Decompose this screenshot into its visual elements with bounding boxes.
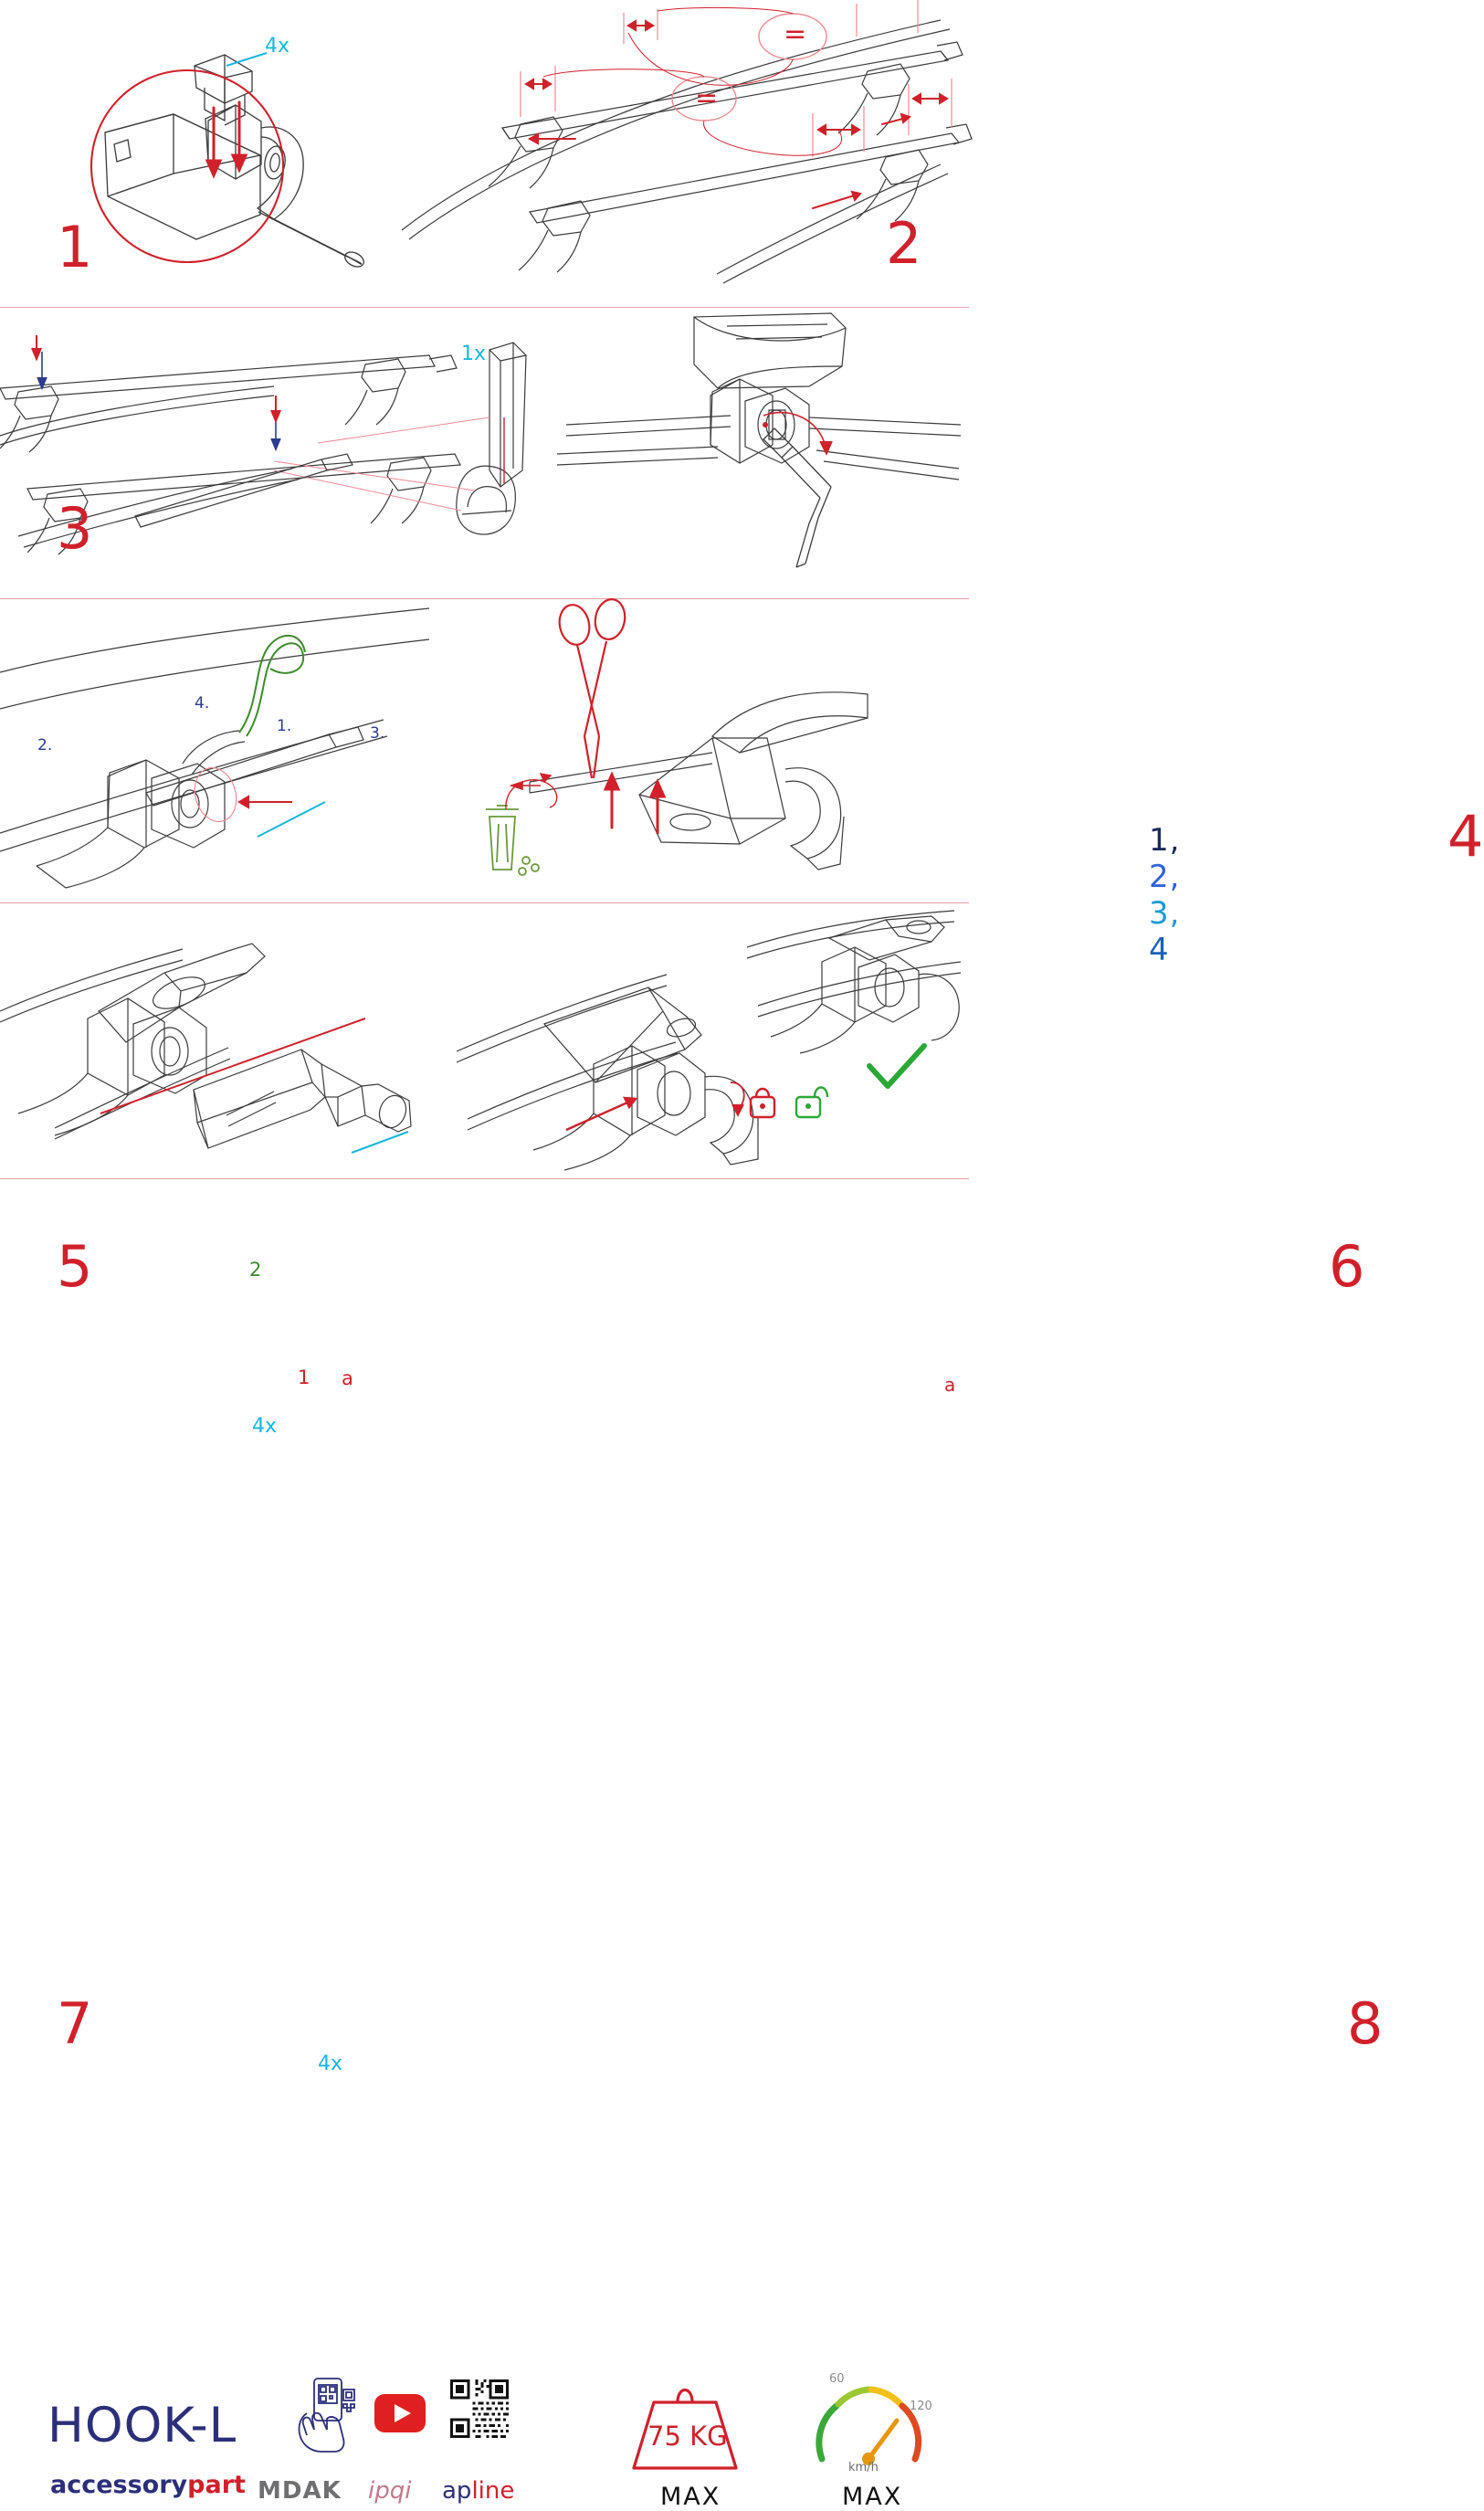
label-a-step6: a <box>944 1374 956 1396</box>
dimension-arrows <box>526 21 947 208</box>
logo-apline-a: ap <box>442 2477 472 2505</box>
logo-mdak: MDAK <box>258 2477 342 2505</box>
gauge-max-value: 120 <box>910 2400 932 2413</box>
brand-name <box>50 2471 246 2499</box>
sequence-1: 1, <box>1149 822 1181 859</box>
step-number-6: 6 <box>1329 1233 1366 1300</box>
quantity-leader-step7 <box>352 1132 408 1153</box>
logo-apline <box>442 2477 514 2505</box>
label-1x-step3: 1x <box>461 343 487 365</box>
logo-ipqi: ipqi <box>368 2477 412 2505</box>
highlight-circle <box>91 70 283 262</box>
label-4x-step7: 4x <box>318 2052 343 2075</box>
quantity-leader-step5 <box>258 802 325 837</box>
trash-icon <box>486 806 539 875</box>
brand-name-accent: part <box>187 2471 246 2499</box>
push-arrow-step8 <box>566 1098 636 1130</box>
press-arrows <box>605 775 664 833</box>
step-number-7: 7 <box>57 1990 94 2057</box>
sequence-2: 2, <box>1149 859 1181 895</box>
qr-scan-hand-icon <box>290 2377 358 2455</box>
step-number-3: 3 <box>57 495 94 562</box>
step-number-4: 4 <box>1447 803 1484 870</box>
max-load-value: 75 KG <box>647 2421 728 2452</box>
step-5-illustration <box>0 599 438 902</box>
brand-name-primary: accessory <box>50 2471 188 2499</box>
speed-limit-icon <box>809 2375 928 2474</box>
allen-key <box>763 428 831 567</box>
sequence-4: 4 <box>1149 932 1170 968</box>
measurement-guides <box>521 0 952 157</box>
lock-closed-icon <box>751 1089 774 1117</box>
sequence-3: 3, <box>1149 895 1181 932</box>
step-5-panel <box>0 599 438 1438</box>
label-step3-3: 3. <box>370 724 385 743</box>
step-6-panel <box>438 599 1366 1396</box>
youtube-icon[interactable] <box>374 2394 426 2432</box>
check-icon <box>869 1046 924 1086</box>
speed-unit: km/h <box>848 2461 879 2474</box>
equal-sign-bottom: = <box>695 82 719 114</box>
max-speed-caption: MAX <box>842 2483 903 2511</box>
label-step3-4: 4. <box>195 694 210 712</box>
step-4-panel <box>557 308 1484 968</box>
lock-open-icon <box>796 1088 827 1118</box>
step-8-illustration <box>457 903 969 1178</box>
max-load-caption: MAX <box>660 2483 721 2511</box>
label-step3-2: 2. <box>37 736 53 754</box>
scissors-icon <box>556 597 628 778</box>
step-7-panel <box>0 903 457 2075</box>
insert-arrow-step5 <box>189 763 292 827</box>
step-1-panel <box>0 0 393 307</box>
step-2-illustration <box>393 0 969 307</box>
step-7-illustration <box>0 903 457 1178</box>
step-number-2: 2 <box>886 210 923 277</box>
step-8-panel <box>457 903 1384 2057</box>
step-number-8: 8 <box>1347 1990 1384 2057</box>
product-title: HOOK-L <box>47 2398 237 2453</box>
sequence-label <box>1149 822 1180 968</box>
step-number-1: 1 <box>57 214 94 280</box>
qr-code-icon <box>450 2379 509 2438</box>
order-arrows <box>37 352 280 449</box>
label-step3-1: 1. <box>277 717 292 735</box>
logo-apline-b: line <box>471 2477 515 2505</box>
label-2-step5: 2 <box>249 1259 262 1281</box>
step-number-5: 5 <box>57 1233 94 1300</box>
label-a-step5: a <box>342 1367 353 1389</box>
turn-arrow-step8 <box>731 1082 744 1115</box>
step-4-illustration <box>557 308 969 598</box>
label-4x-step1: 4x <box>265 35 290 58</box>
gauge-min-value: 60 <box>829 2372 845 2386</box>
equal-sign-top: = <box>784 18 807 50</box>
strip-green-path <box>239 636 305 736</box>
label-4x-step5: 4x <box>252 1415 278 1438</box>
step-2-panel <box>393 0 969 307</box>
label-1-step5: 1 <box>298 1366 310 1388</box>
step-6-illustration <box>438 599 969 902</box>
